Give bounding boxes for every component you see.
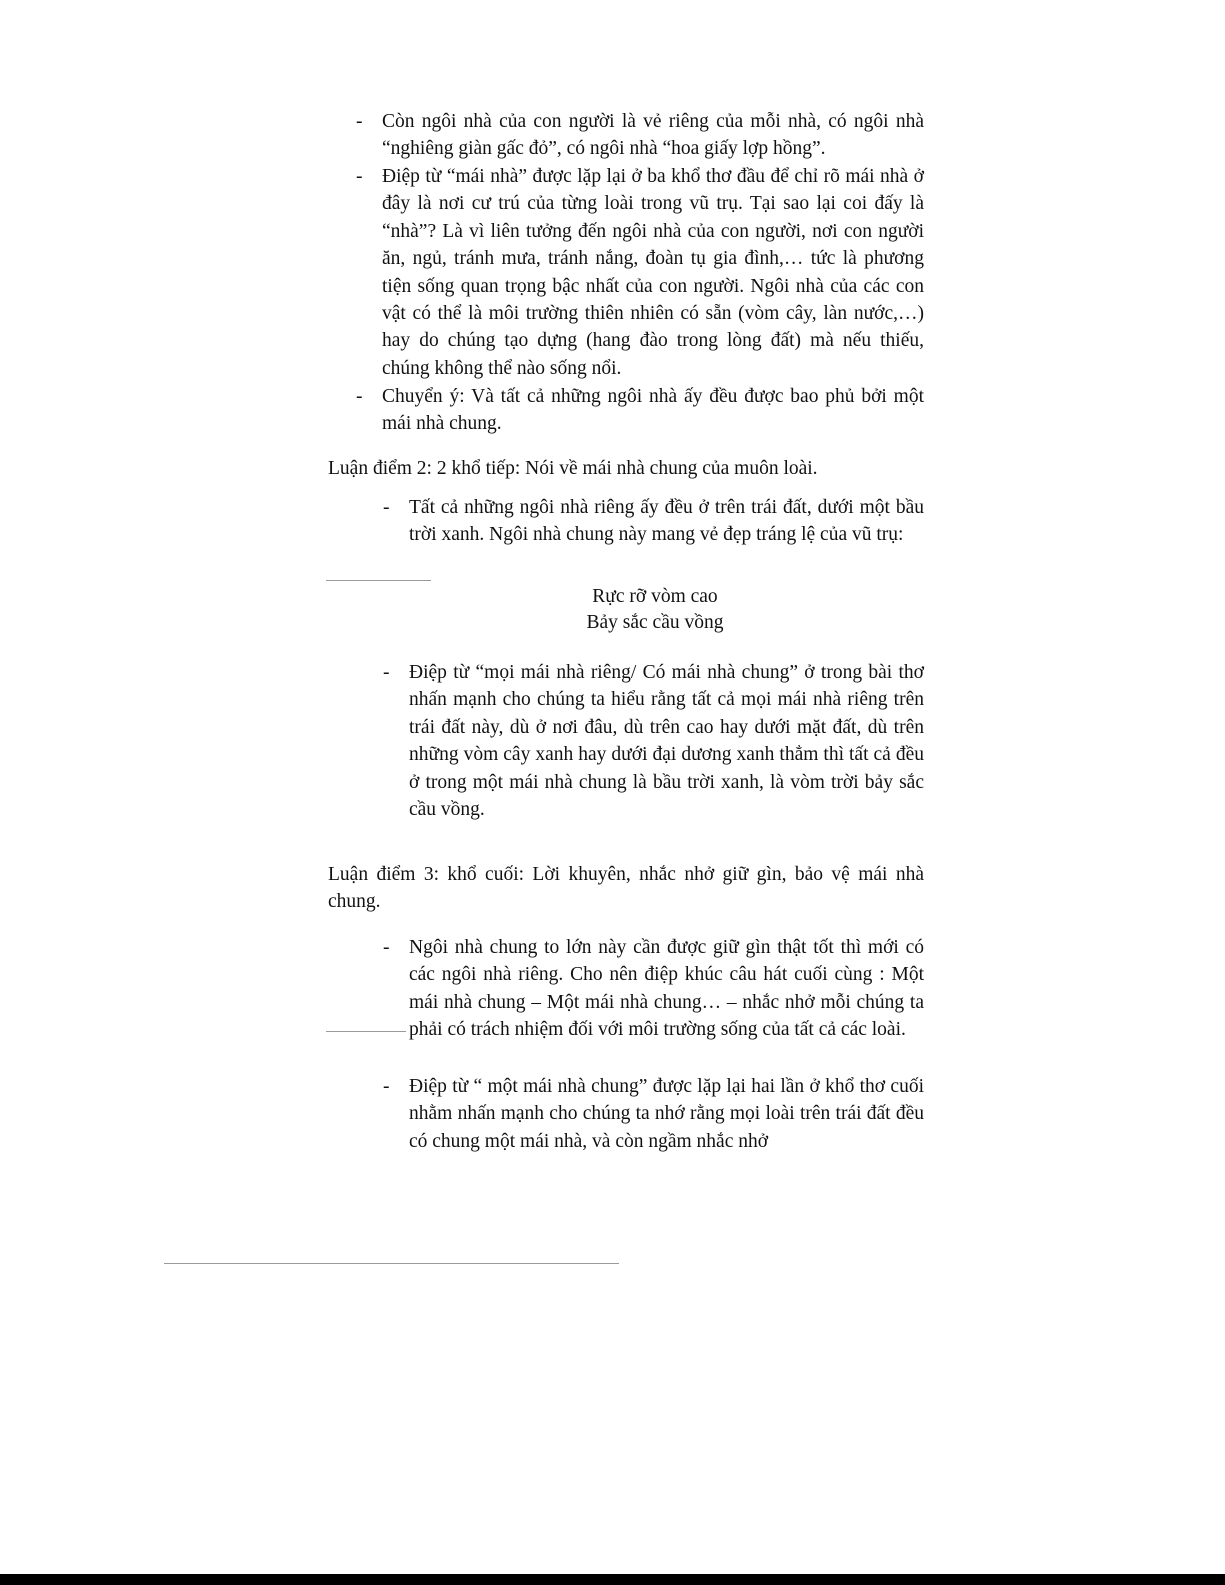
bullet-dash: - [383, 497, 390, 518]
verse-line: Rực rỡ vòm cao [592, 586, 718, 607]
poem-verse [560, 584, 750, 636]
bullet-dash: - [356, 386, 363, 407]
list-item [356, 108, 924, 163]
paragraph-text: Chuyển ý: Và tất cả những ngôi nhà ấy đều được bao phủ bởi một mái nhà chung. [382, 386, 924, 435]
verse-line: Bảy sắc cầu vồng [586, 612, 724, 633]
bullet-dash: - [356, 111, 363, 132]
divider-line [326, 580, 431, 581]
paragraph-text: Tất cả những ngôi nhà riêng ấy đều ở trên trái đất, dưới một bầu trời xanh. Ngôi nhà chung này mang vẻ đẹp tráng lệ của vũ trụ: [409, 497, 924, 546]
paragraph-text: Điệp từ “ một mái nhà chung” được lặp lại hai lần ở khổ thơ cuối nhằm nhấn mạnh cho chúng ta nhớ rằng mọi loài trên trái đất đều có chung một mái nhà, và còn ngầm nhắc nhở [409, 1076, 924, 1152]
divider-line [326, 1031, 406, 1032]
list-item [356, 163, 924, 382]
paragraph-text: Ngôi nhà chung to lớn này cần được giữ gìn thật tốt thì mới có các ngôi nhà riêng. Cho nên điệp khúc câu hát cuối cùng : Một mái nhà chung – Một mái nhà chung… – nhắc nhở mỗi chúng ta phải có trách nhiệm đối với môi trường sống của tất cả các loài. [409, 937, 924, 1041]
list-item [383, 1073, 924, 1155]
bullet-dash: - [383, 1076, 390, 1097]
bullet-dash: - [383, 937, 390, 958]
section-heading: Luận điểm 2: 2 khổ tiếp: Nói về mái nhà chung của muôn loài. [328, 458, 818, 479]
bullet-dash: - [356, 166, 363, 187]
paragraph-text: Điệp từ “mái nhà” được lặp lại ở ba khổ thơ đầu để chỉ rõ mái nhà ở đây là nơi cư trú của từng loài trong vũ trụ. Tại sao lại coi đấy là “nhà”? Là vì liên tưởng đến ngôi nhà của con người, nơi con người ăn, ngủ, tránh mưa, tránh nắng, đoàn tụ gia đình,… tức là phương tiện sống quan trọng bậc nhất của con người. Ngôi nhà của các con vật có thể là môi trường thiên nhiên có sẵn (vòm cây, làn nước,…) hay do chúng tạo dựng (hang đào trong lòng đất) mà nếu thiếu, chúng không thể nào sống nổi. [382, 166, 924, 379]
list-item [383, 934, 924, 1044]
page-bottom-bar [0, 1574, 1225, 1585]
list-item [356, 383, 924, 438]
list-item [383, 494, 924, 549]
bullet-dash: - [383, 662, 390, 683]
section-heading: Luận điểm 3: khổ cuối: Lời khuyên, nhắc nhở giữ gìn, bảo vệ mái nhà chung. [328, 864, 924, 913]
list-item [383, 659, 924, 823]
paragraph-text: Còn ngôi nhà của con người là vẻ riêng của mỗi nhà, có ngôi nhà “nghiêng giàn gấc đỏ”, có ngôi nhà “hoa giấy lợp hồng”. [382, 111, 924, 160]
footnote-separator [164, 1263, 619, 1264]
paragraph-text: Điệp từ “mọi mái nhà riêng/ Có mái nhà chung” ở trong bài thơ nhấn mạnh cho chúng ta hiểu rằng tất cả mọi mái nhà riêng trên trái đất này, dù ở nơi đâu, dù trên cao hay dưới mặt đất, dù trên những vòm cây xanh hay dưới đại dương xanh thẳm thì tất cả đều ở trong một mái nhà chung là bầu trời xanh, là vòm trời bảy sắc cầu vồng. [409, 662, 924, 821]
